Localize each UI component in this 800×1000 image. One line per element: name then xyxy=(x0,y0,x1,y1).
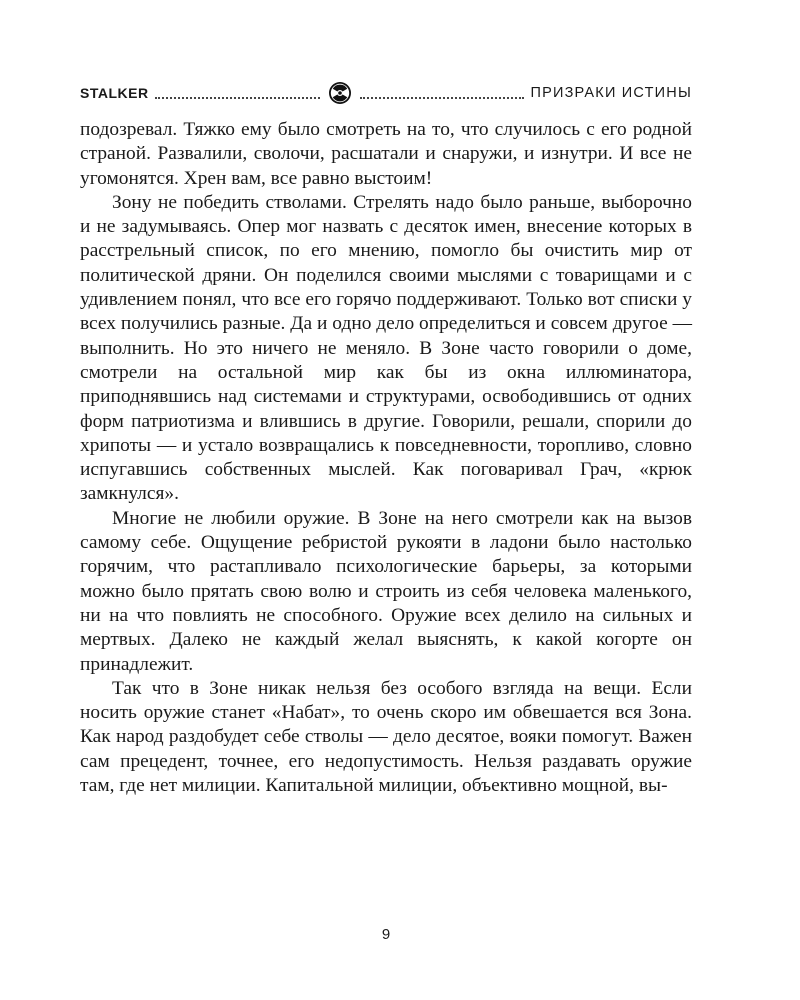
page-number: 9 xyxy=(381,926,391,943)
paragraph-3: Многие не любили оружие. В Зоне на него смотрели как на вызов самому себе. Ощущение ребристой рукояти в ладони было настолько горячим, что растапливало психологические барьеры, за которыми можно было прятать свою волю и строить из себя человека маленького, ни на что повлиять не способного. Оружие всех делило на сильных и мертвых. Далеко не каждый желал выяснять, к какой когорте он принадлежит. xyxy=(80,507,692,675)
radiation-icon xyxy=(328,81,352,105)
header-dotted-rule-left xyxy=(155,97,320,99)
paragraph-4: Так что в Зоне никак нельзя без особого взгляда на вещи. Если носить оружие станет «Набат», то очень скоро им обвешается вся Зона. Как народ раздобудет себе стволы — дело десятое, вояки помогут. Важен сам прецедент, точнее, его недопустимость. Нельзя раздавать оружие там, где нет милиции. Капитальной милиции, объективно мощной, вы- xyxy=(80,677,692,797)
header-dotted-rule-right xyxy=(360,97,525,99)
running-header xyxy=(80,78,692,108)
body-text xyxy=(80,118,692,798)
paragraph-2: Зону не победить стволами. Стрелять надо было раньше, выборочно и не задумываясь. Опер мог назвать с десяток имен, внесение которых в расстрельный список, по его мнению, помогло бы очистить мир от политической дряни. Он поделился своими мыслями с товарищами и с удивлением понял, что все его горячо поддерживают. Только вот списки у всех получились разные. Да и одно дело определиться и совсем другое — выполнить. Но это ничего не меняло. В Зоне часто говорили о доме, смотрели на остальной мир как бы из окна иллюминатора, приподнявшись над системами и структурами, освободившись от одних форм патриотизма и влившись в другие. Говорили, решали, спорили до хрипоты — и устало возвращались к повседневности, торопливо, словно испугавшись собственных мыслей. Как поговаривал Грач, «крюк замкнулся». xyxy=(80,191,692,505)
book-page xyxy=(80,78,692,978)
series-title: STALKER xyxy=(80,85,149,101)
paragraph-1: подозревал. Тяжко ему было смотреть на то, что случилось с его родной страной. Развалили, сволочи, расшатали и снаружи, и изнутри. И все не угомонятся. Хрен вам, все равно выстоим! xyxy=(80,119,692,189)
book-title: ПРИЗРАКИ ИСТИНЫ xyxy=(530,85,692,101)
